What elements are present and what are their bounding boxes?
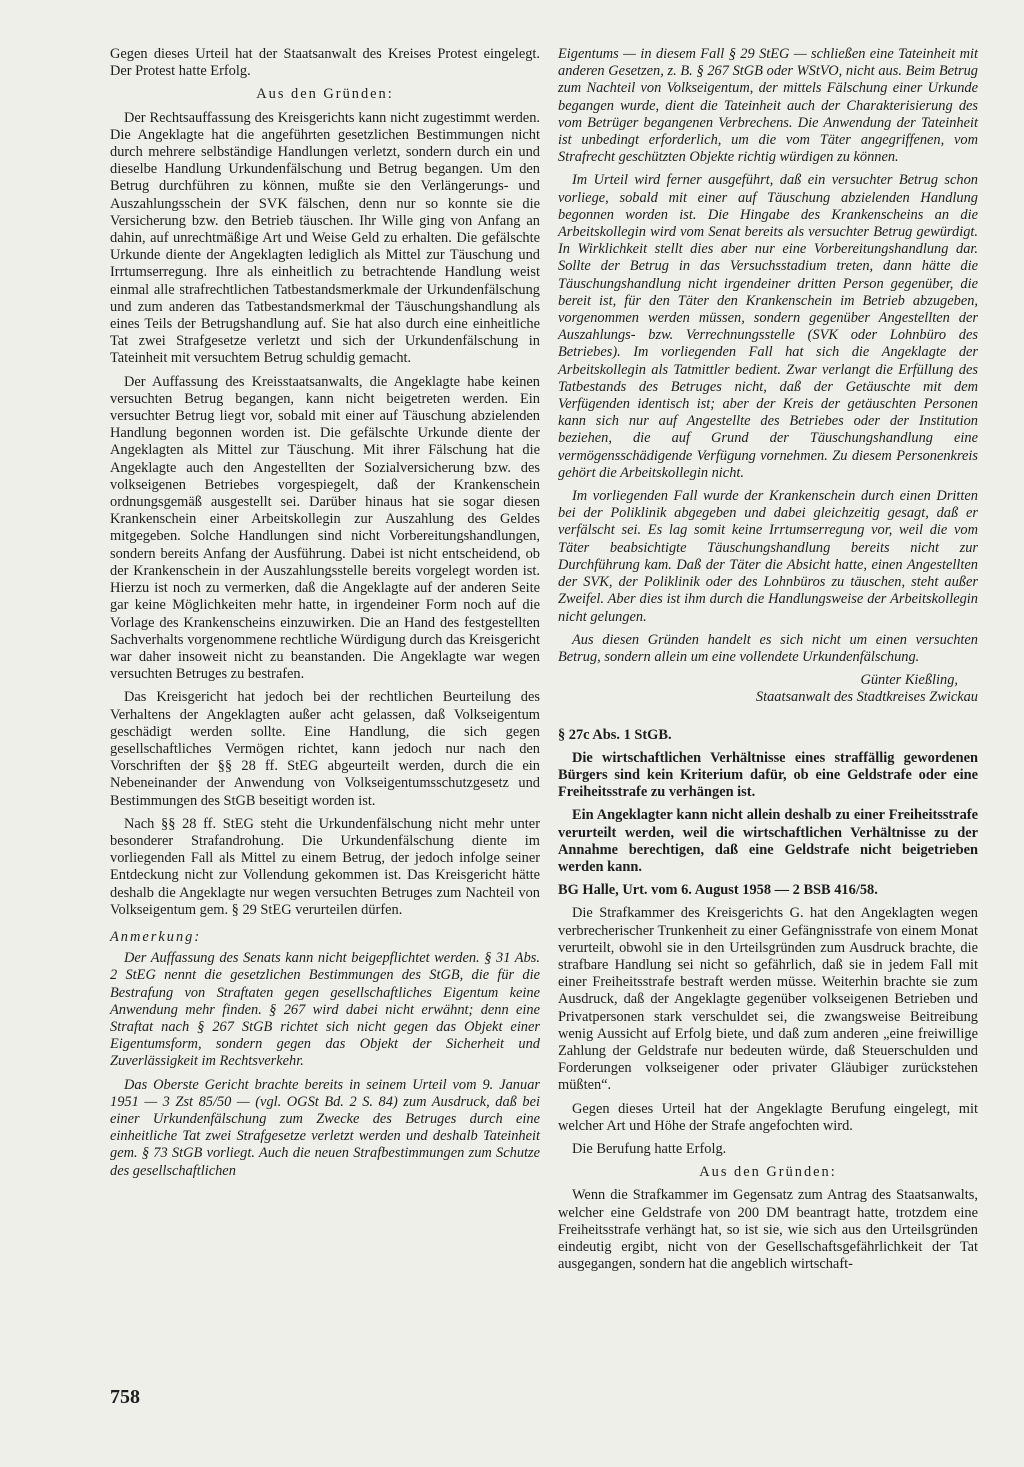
note-heading: Anmerkung: [110, 928, 202, 945]
statute-reference: § 27c Abs. 1 StGB. [558, 726, 672, 743]
signature-name: Günter Kießling, [860, 672, 958, 689]
body-paragraph: Nach §§ 28 ff. StEG steht die Urkundenfälschung nicht mehr unter besonderer Strafandrohung. Die Urkundenfälschung diente im vorliegenden Fall als Mittel zu einem Betrug, der jedoch infolge seiner Entdeckung nicht zur Vollendung gekommen ist. Das Kreisgericht hätte deshalb die Angeklagte nur wegen versuchten Betruges zum Nachteil von Volkseigentum gem. § 29 StEG verurteilen dürfen. [110, 815, 540, 918]
body-paragraph: Die Strafkammer des Kreisgerichts G. hat den Angeklagten wegen verbrecherischer Trunkenheit zu einer Gefängnisstrafe von einem Monat verurteilt, obwohl sie in den Urteilsgründen zum Ausdruck brachte, die strafbare Handlung sei nicht so gefährlich, daß sie in jedem Fall mit einer Freiheitsstrafe bestraft werden müsse. Weiterhin brachte sie zum Ausdruck, daß der Angeklagte gegenüber volkseigenen Betrieben und Privatpersonen stark verschuldet sei, die zwangsweise Beitreibung wenig Aussicht auf Erfolg biete, und daß zum anderen „eine freiwillige Zahlung der Geldstrafe nur bedeuten würde, daß Steuerschulden und Forderungen volkseigener oder privater Gläubiger zurückstehen müßten“. [558, 905, 978, 1094]
note-paragraph: Im vorliegenden Fall wurde der Krankenschein durch einen Dritten bei der Poliklinik abgegeben und dabei gleichzeitig gesagt, daß er verfälscht sei. Es lag somit keine Irrtumserregung vor, weil die vom Täter beabsichtigte Täuschungshandlung bereits nicht zur Durchführung kam. Daß der Täter die Absicht hatte, einen Angestellten der SVK, der Poliklinik oder des Lohnbüros zu täuschen, steht außer Zweifel. Aber dies ist ihm durch die Handlungsweise der Arbeitskollegin nicht gelungen. [558, 488, 978, 625]
page-number: 758 [110, 1386, 140, 1408]
right-column [558, 46, 978, 1279]
section-heading: Aus den Gründen: [699, 1164, 837, 1181]
body-paragraph: Der Auffassung des Kreisstaatsanwalts, die Angeklagte habe keinen versuchten Betrug begangen, kann nicht beigetreten werden. Ein versuchter Betrug liegt vor, sobald mit einer auf Täuschung abzielenden Handlung begonnen worden ist. Die gefälschte Urkunde diente der Angeklagten als Mittel zur Täuschung. Mit ihrer Fälschung hat die Angeklagte auch den Angestellten der Sozialversicherung bzw. des volkseigenen Betriebes vorgespiegelt, daß der Krankenschein ordnungsgemäß ausgestellt sei. Darüber hinaus hat sie sogar diesen Krankenschein einer Arbeitskollegin zur Auszahlung des Geldes mitgegeben. Solche Handlungen sind nicht Vorbereitungshandlungen, sondern bereits Anfang der Ausführung. Dabei ist nicht entscheidend, ob der Krankenschein in der Auszahlungsstelle bereits vorgelegt worden ist. Hierzu ist noch zu vermerken, daß die Angeklagte auf der anderen Seite gar keine Möglichkeiten mehr hatte, in irgendeiner Form noch auf die Vorlage des Krankenscheins einzuwirken. Die an Hand des festgestellten Sachverhalts vorgenommene rechtliche Würdigung durch das Kreisgericht war daher insoweit nicht zu beanstanden. Die Angeklagte war wegen versuchten Betruges zu bestrafen. [110, 373, 540, 683]
body-paragraph: Das Kreisgericht hat jedoch bei der rechtlichen Beurteilung des Verhaltens der Angeklagten außer acht gelassen, daß Volkseigentum geschädigt werden sollte. Eine Handlung, die sich gegen gesellschaftliches Vermögen richtet, kann jedoch nur nach den Vorschriften der §§ 28 ff. StEG abgeurteilt werden, durch die ein Nebeneinander der Anwendung von Volkseigentumsschutzgesetz und Bestimmungen des StGB beseitigt worden ist. [110, 689, 540, 809]
signature-title: Staatsanwalt des Stadtkreises Zwickau [755, 689, 978, 706]
body-paragraph: Wenn die Strafkammer im Gegensatz zum Antrag des Staatsanwalts, welcher eine Geldstrafe von 200 DM beantragt hatte, trotzdem eine Freiheitsstrafe verhängt hat, so ist sie, wie sich aus den Urteilsgründen eindeutig ergibt, nicht von der Gesellschaftsgefährlichkeit der Tat ausgegangen, sondern hat die angeblich wirtschaft- [558, 1187, 978, 1273]
body-paragraph: Gegen dieses Urteil hat der Angeklagte Berufung eingelegt, mit welcher Art und Höhe der Strafe angefochten wird. [558, 1100, 978, 1134]
court-citation: BG Halle, Urt. vom 6. August 1958 — 2 BSB 416/58. [558, 882, 878, 899]
intro-paragraph: Gegen dieses Urteil hat der Staatsanwalt des Kreises Protest eingelegt. Der Protest hatte Erfolg. [110, 46, 540, 80]
left-column [110, 46, 540, 1186]
section-heading: Aus den Gründen: [256, 86, 394, 103]
body-paragraph: Die Berufung hatte Erfolg. [572, 1140, 727, 1157]
note-paragraph: Der Auffassung des Senats kann nicht beigepflichtet werden. § 31 Abs. 2 StEG nennt die gesetzlichen Bestimmungen des StGB, die für die Bestrafung von Straftaten gegen gesellschaftliches Eigentum keine Anwendung mehr finden. § 267 wird dabei nicht erwähnt; denn eine Straftat nach § 267 StGB richtet sich nicht gegen das Objekt einer Eigentumsform, sondern gegen das Objekt der Sicherheit und Zuverlässigkeit im Rechtsverkehr. [110, 950, 540, 1070]
note-paragraph: Das Oberste Gericht brachte bereits in seinem Urteil vom 9. Januar 1951 — 3 Zst 85/50 — (vgl. OGSt Bd. 2 S. 84) zum Ausdruck, daß bei einer Urkundenfälschung zum Zwecke des Betruges durch eine einheitliche Tat zwei Strafgesetze verletzt werden und deshalb Tateinheit gem. § 73 StGB vorliegt. Auch die neuen Strafbestimmungen zum Schutze des gesellschaftlichen [110, 1076, 540, 1179]
note-paragraph: Aus diesen Gründen handelt es sich nicht um einen versuchten Betrug, sondern allein um eine vollendete Urkundenfälschung. [558, 631, 978, 665]
note-paragraph: Im Urteil wird ferner ausgeführt, daß ein versuchter Betrug schon vorliege, sobald mit einer auf Täuschung abzielenden Handlung begonnen worden ist. Die Hingabe des Krankenscheins an die Arbeitskollegin wird vom Senat bereits als versuchter Betrug gewürdigt. In Wirklichkeit stellt dies aber nur eine Vorbereitungshandlung dar. Sollte der Betrug in das Versuchsstadium treten, dann hätte die Täuschungshandlung nicht irgendeiner dritten Person gegenüber, die bereit ist, für den Täter den Krankenschein im Betrieb abzugeben, vorgenommen werden müssen, sondern gegenüber Angestellten der Auszahlungs- bzw. Verrechnungsstelle (SVK oder Lohnbüro des Betriebes). Im vorliegenden Fall hat sich die Angeklagte der Arbeitskollegin als Tatmittler bedient. Zwar verlangt die Erfüllung des Tatbestands des Betruges nicht, daß der Getäuschte mit dem Verfügenden identisch ist; aber der Kreis der getäuschten Personen kann sich nur auf Angestellte des Betriebes oder der Institution beziehen, die auf Grund der Täuschungshandlung eine vermögensschädigende Verfügung vornehmen. Zu diesem Personenkreis gehört die Arbeitskollegin nicht. [558, 172, 978, 481]
headnote: Die wirtschaftlichen Verhältnisse eines straffällig gewordenen Bürgers sind kein Kriterium dafür, ob eine Geldstrafe oder eine Freiheitsstrafe zu verhängen ist. [558, 749, 978, 801]
body-paragraph: Der Rechtsauffassung des Kreisgerichts kann nicht zugestimmt werden. Die Angeklagte hat die angeführten gesetzlichen Bestimmungen nicht durch mehrere selbständige Handlungen verletzt, sondern durch ein und dieselbe Handlung Urkundenfälschung und Betrug begangen. Um den Betrug durchführen zu können, mußte sie den Verlängerungs- und Auszahlungsschein der SVK fälschen, denn nur so konnte sie die Versicherung bzw. den Betrieb täuschen. Ihr Wille ging von Anfang an dahin, auf unrechtmäßige Art und Weise Geld zu erhalten. Die gefälschte Urkunde diente der Angeklagten lediglich als Mittel zur Täuschung und Irrtumserregung. Ihre als einheitlich zu betrachtende Handlung weist einmal alle strafrechtlichen Tatbestandsmerkmale der Urkundenfälschung und zum anderen das Tatbestandsmerkmal der Täuschungshandlung als eines Teils der Betrugshandlung auf. Sie hat also durch eine einheitliche Tat zwei Strafgesetze verletzt und sich der Urkundenfälschung in Tateinheit mit versuchtem Betrug schuldig gemacht. [110, 109, 540, 367]
note-paragraph: Eigentums — in diesem Fall § 29 StEG — schließen eine Tateinheit mit anderen Gesetzen, z. B. § 267 StGB oder WStVO, nicht aus. Beim Betrug zum Nachteil von Volkseigentum, der mittels Fälschung einer Urkunde begangen wurde, dient die Tateinheit auch der Charakterisierung des vom Betrüger begangenen Verbrechens. Die Anwendung der Tateinheit ist unbedingt erforderlich, um die vom Täter angegriffenen, vom Strafrecht geschützten Objekte richtig würdigen zu können. [558, 46, 978, 166]
headnote: Ein Angeklagter kann nicht allein deshalb zu einer Freiheitsstrafe verurteilt werden, weil die wirtschaftlichen Verhältnisse zu der Annahme berechtigen, daß eine Geldstrafe nicht beigetrieben werden kann. [558, 807, 978, 875]
